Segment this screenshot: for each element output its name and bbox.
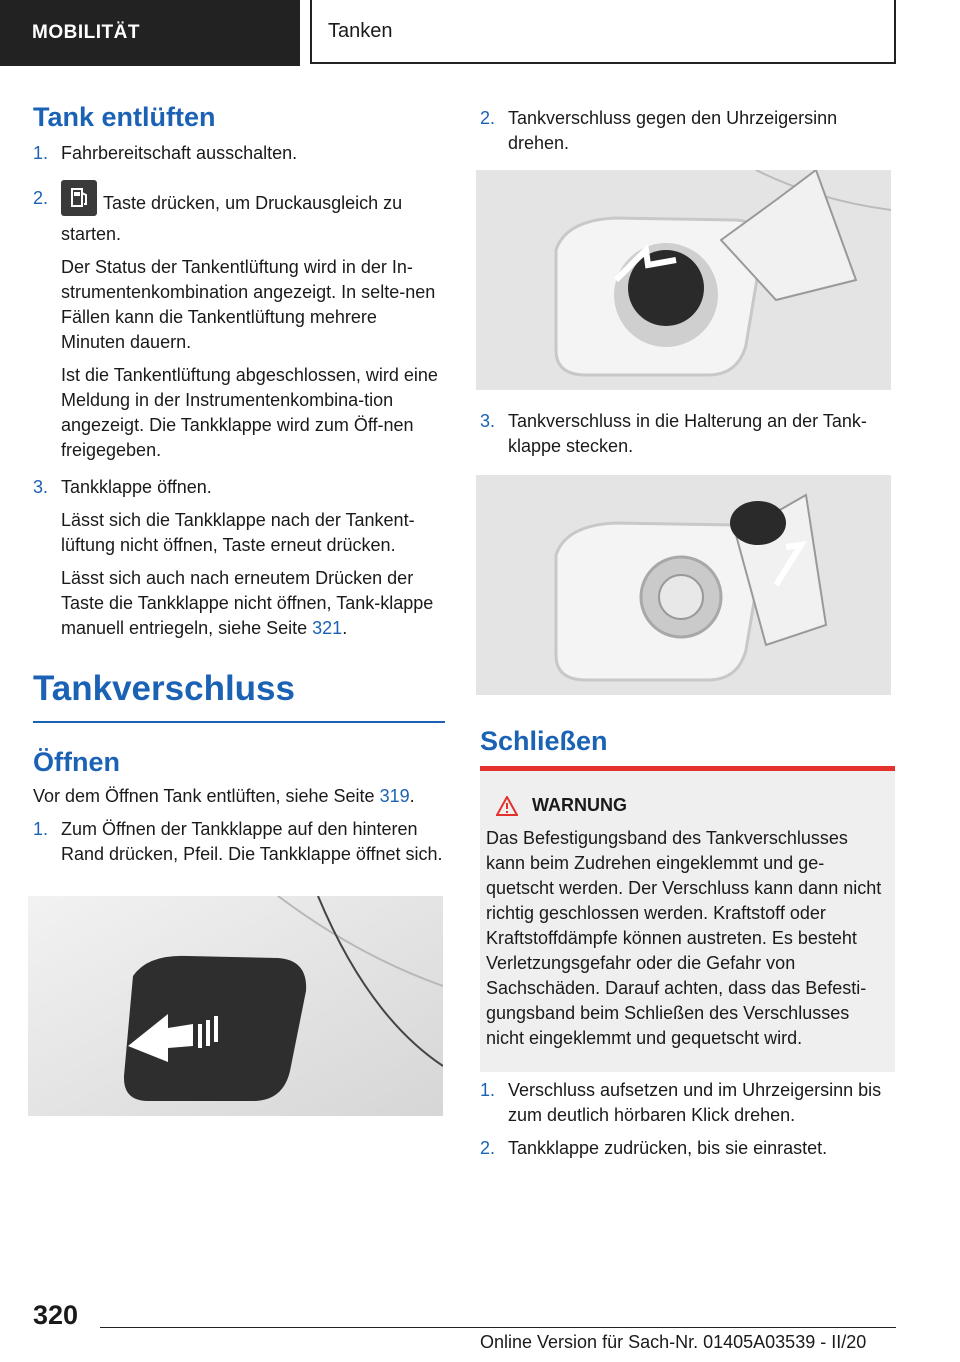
step-text: Tankverschluss gegen den Uhrzeigersinn drehen. bbox=[508, 108, 838, 153]
paragraph-text: Lässt sich auch nach erneutem Drücken der Taste die Tankklappe nicht öffnen, Tank‐klappe manuell entriegeln, siehe Seite bbox=[61, 568, 434, 638]
fuel-pump-button-icon bbox=[61, 180, 97, 216]
paragraph: Der Status der Tankentlüftung wird in der In‐strumentenkombination angezeigt. In selte‐nen Fällen kann die Tankentlüftung mehrere Minuten dauern. bbox=[61, 257, 436, 352]
right-column bbox=[480, 106, 895, 156]
footer-text: Online Version für Sach-Nr. 01405A03539 - II/20 bbox=[480, 1332, 867, 1352]
list-item bbox=[480, 1136, 895, 1161]
right-column-step3 bbox=[480, 409, 895, 459]
list-item bbox=[33, 186, 445, 247]
step-number: 1. bbox=[33, 819, 49, 839]
paragraph: Lässt sich die Tankklappe nach der Tankent‐lüftung nicht öffnen, Taste erneut drücken. bbox=[61, 510, 415, 555]
step-number: 3. bbox=[480, 411, 496, 431]
paragraph-end: . bbox=[342, 618, 348, 638]
figure-cap-turn bbox=[476, 170, 891, 390]
step-text: Tankklappe zudrücken, bis sie einrastet. bbox=[508, 1138, 828, 1158]
list-item bbox=[33, 475, 445, 500]
step-number: 2. bbox=[33, 188, 49, 208]
step-text: Fahrbereitschaft ausschalten. bbox=[61, 143, 298, 163]
close-heading bbox=[480, 726, 895, 757]
page-link[interactable]: 321 bbox=[312, 618, 343, 638]
paragraph-text: Vor dem Öffnen Tank entlüften, siehe Seite bbox=[33, 786, 380, 806]
footer-rule bbox=[100, 1327, 896, 1328]
chapter-tab bbox=[0, 0, 300, 66]
section-title-vent: Tank entlüften bbox=[33, 102, 216, 132]
figure-fuel-flap-closed bbox=[28, 896, 443, 1116]
list-item bbox=[480, 106, 895, 156]
step-text: Tankklappe öffnen. bbox=[61, 477, 212, 497]
step-text: Zum Öffnen der Tankklappe auf den hinteren Rand drücken, Pfeil. Die Tankklappe öffnet sich. bbox=[61, 819, 443, 864]
chapter-label: MOBILITÄT bbox=[32, 22, 140, 43]
figure-cap-holder bbox=[476, 475, 891, 695]
step-number: 3. bbox=[33, 477, 49, 497]
section-title-cap: Tankverschluss bbox=[33, 669, 295, 708]
warning-box bbox=[480, 766, 895, 1072]
step-number: 2. bbox=[480, 1138, 496, 1158]
step-text: Taste drücken, um Druckausgleich zu starten. bbox=[61, 192, 403, 244]
subsection-title-close: Schließen bbox=[480, 726, 608, 756]
paragraph bbox=[61, 566, 445, 641]
warning-triangle-icon bbox=[496, 796, 518, 816]
page-link[interactable]: 319 bbox=[379, 786, 410, 806]
list-item bbox=[33, 817, 445, 867]
step-text: Tankverschluss in die Halterung an der Tank‐klappe stecken. bbox=[508, 411, 867, 456]
title-rule bbox=[33, 721, 445, 723]
page-number: 320 bbox=[33, 1300, 79, 1330]
paragraph: Ist die Tankentlüftung abgeschlossen, wird eine Meldung in der Instrumentenkombina‐tion angezeigt. Die Tankklappe wird zum Öff‐nen freigegeben. bbox=[61, 365, 438, 460]
paragraph bbox=[33, 784, 445, 809]
step-text: Verschluss aufsetzen und im Uhrzeigersinn bis zum deutlich hörbaren Klick drehen. bbox=[508, 1080, 882, 1125]
paragraph-end: . bbox=[409, 786, 415, 806]
list-item bbox=[480, 409, 895, 459]
list-item bbox=[480, 1078, 895, 1128]
list-item bbox=[33, 141, 445, 166]
step-number: 2. bbox=[480, 108, 496, 128]
close-steps bbox=[480, 1078, 895, 1161]
warning-title bbox=[496, 795, 885, 816]
subsection-title-open: Öffnen bbox=[33, 747, 120, 777]
step-number: 1. bbox=[480, 1080, 496, 1100]
topic-tab bbox=[310, 0, 896, 64]
topic-label: Tanken bbox=[328, 19, 393, 42]
warning-text: Das Befestigungsband des Tankverschlusses kann beim Zudrehen eingeklemmt und ge‐quetscht werden. Der Verschluss kann dann nicht richtig geschlossen werden. Kraftstoff oder Kraftstoffdämpfe können austreten. Es besteht Verletzungsgefahr oder die Gefahr von Sachschäden. Darauf achten, dass das Befesti‐gungsband beim Schließen des Verschlusses nicht eingeklemmt und gequetscht wird. bbox=[486, 828, 882, 1048]
warning-label: WARNUNG bbox=[532, 795, 627, 815]
step-number: 1. bbox=[33, 143, 49, 163]
left-column bbox=[33, 100, 445, 867]
